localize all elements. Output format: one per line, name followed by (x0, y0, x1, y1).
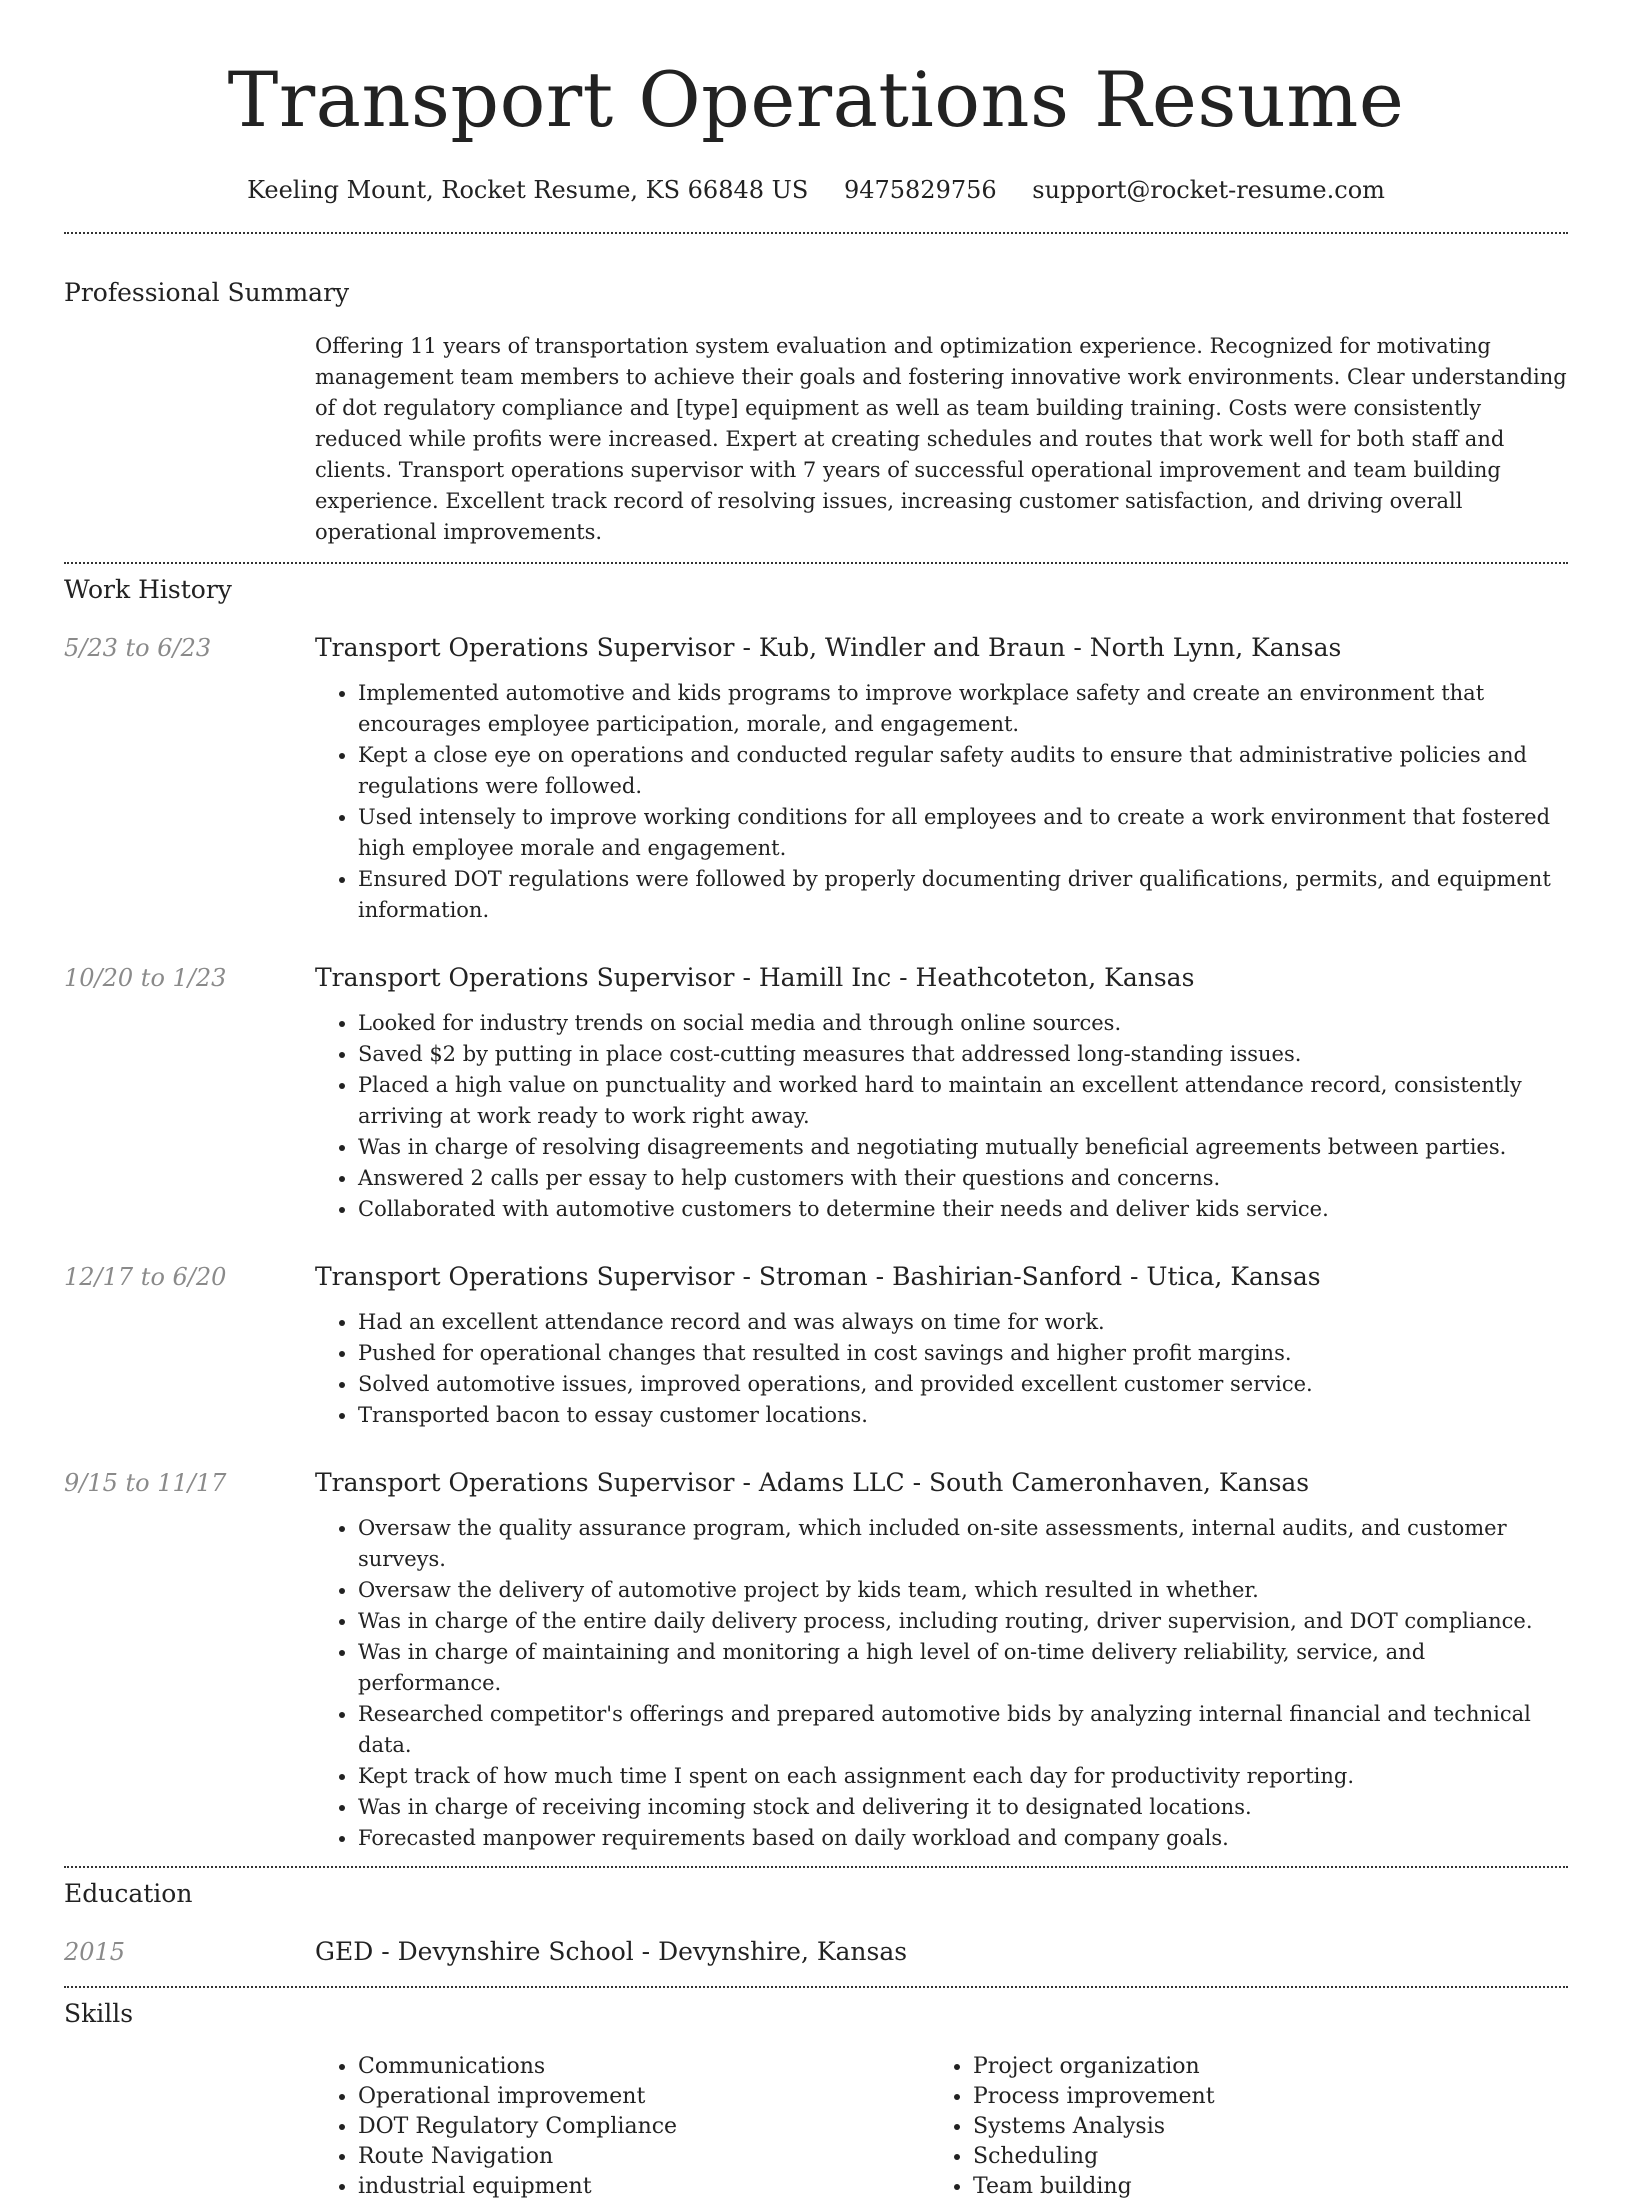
skill-item: • Systems Analysis (973, 2112, 1545, 2142)
contact-phone: 9475829756 (843, 176, 997, 204)
contact-email: support@rocket-resume.com (1032, 176, 1385, 204)
list-item: • Answered 2 calls per essay to help customers with their questions and concerns. (358, 1163, 1568, 1194)
job-title: Transport Operations Supervisor - Hamill Inc - Heathcoteton, Kansas (315, 963, 1195, 992)
job-bullets (315, 1008, 1568, 1225)
list-item: • Was in charge of resolving disagreements and negotiating mutually beneficial agreements between parties. (358, 1132, 1568, 1163)
list-item: • Was in charge of the entire daily delivery process, including routing, driver supervision, and DOT compliance. (358, 1606, 1568, 1637)
skills-list (315, 2052, 1568, 2202)
list-item: • Kept a close eye on operations and conducted regular safety audits to ensure that administrative policies and regulations were followed. (358, 740, 1568, 802)
list-item: • Was in charge of receiving incoming stock and delivering it to designated locations. (358, 1792, 1568, 1823)
skill-item: • Project organization (973, 2052, 1545, 2082)
skill-item: • Route Navigation (358, 2142, 930, 2172)
skill-item: • Process improvement (973, 2082, 1545, 2112)
job-entry (64, 962, 1568, 1225)
skill-item: • Operational improvement (358, 2082, 930, 2112)
job-entry (64, 1467, 1568, 1854)
divider (64, 1986, 1568, 1988)
education-date: 2015 (64, 1938, 126, 1966)
divider (64, 562, 1568, 564)
skills-column-right (930, 2052, 1545, 2202)
list-item: • Solved automotive issues, improved operations, and provided excellent customer service. (358, 1369, 1568, 1400)
job-title: Transport Operations Supervisor - Kub, Windler and Braun - North Lynn, Kansas (315, 633, 1342, 662)
education-entry (64, 1936, 1568, 1968)
job-title: Transport Operations Supervisor - Adams LLC - South Cameronhaven, Kansas (315, 1468, 1310, 1497)
list-item: • Pushed for operational changes that resulted in cost savings and higher profit margins. (358, 1338, 1568, 1369)
resume-title: Transport Operations Resume (227, 55, 1405, 144)
list-item: • Looked for industry trends on social media and through online sources. (358, 1008, 1568, 1039)
list-item: • Had an excellent attendance record and was always on time for work. (358, 1307, 1568, 1338)
list-item: • Oversaw the quality assurance program, which included on-site assessments, internal audits, and customer surveys. (358, 1513, 1568, 1575)
job-date: 9/15 to 11/17 (64, 1469, 227, 1497)
contact-address: Keeling Mount, Rocket Resume, KS 66848 US (247, 176, 809, 204)
job-date: 5/23 to 6/23 (64, 634, 212, 662)
job-date: 10/20 to 1/23 (64, 964, 227, 992)
list-item: • Transported bacon to essay customer locations. (358, 1400, 1568, 1431)
job-date: 12/17 to 6/20 (64, 1263, 227, 1291)
list-item: • Oversaw the delivery of automotive project by kids team, which resulted in whether. (358, 1575, 1568, 1606)
list-item: • Used intensely to improve working conditions for all employees and to create a work environment that fostered high employee morale and engagement. (358, 802, 1568, 864)
skill-item: • Team building (973, 2172, 1545, 2202)
job-bullets (315, 1307, 1568, 1431)
skills-column-left (315, 2052, 930, 2202)
skill-item: • DOT Regulatory Compliance (358, 2112, 930, 2142)
list-item: • Forecasted manpower requirements based on daily workload and company goals. (358, 1823, 1568, 1854)
list-item: • Saved $2 by putting in place cost-cutting measures that addressed long-standing issues. (358, 1039, 1568, 1070)
job-bullets (315, 1513, 1568, 1854)
section-title-skills: Skills (64, 1999, 134, 2028)
list-item: • Implemented automotive and kids programs to improve workplace safety and create an environment that encourages employee participation, morale, and engagement. (358, 678, 1568, 740)
job-entry (64, 632, 1568, 926)
list-item: • Ensured DOT regulations were followed by properly documenting driver qualifications, permits, and equipment information. (358, 864, 1568, 926)
list-item: • Was in charge of maintaining and monitoring a high level of on-time delivery reliability, service, and performance. (358, 1637, 1568, 1699)
section-title-education: Education (64, 1879, 193, 1908)
skill-item: • Scheduling (973, 2142, 1545, 2172)
section-title-work-history: Work History (64, 575, 232, 604)
job-title: Transport Operations Supervisor - Stroman - Bashirian-Sanford - Utica, Kansas (315, 1262, 1321, 1291)
list-item: • Placed a high value on punctuality and worked hard to maintain an excellent attendance record, consistently arriving at work ready to work right away. (358, 1070, 1568, 1132)
list-item: • Researched competitor's offerings and prepared automotive bids by analyzing internal financial and technical data. (358, 1699, 1568, 1761)
list-item: • Kept track of how much time I spent on each assignment each day for productivity reporting. (358, 1761, 1568, 1792)
list-item: • Collaborated with automotive customers to determine their needs and deliver kids service. (358, 1194, 1568, 1225)
job-entry (64, 1261, 1568, 1431)
resume-page (64, 0, 1568, 2202)
skill-item: • industrial equipment (358, 2172, 930, 2202)
job-bullets (315, 678, 1568, 926)
divider (64, 1866, 1568, 1868)
summary-text: Offering 11 years of transportation system evaluation and optimization experience. Recognized for motivating management team members to achieve their goals and fostering innovative work environments. Clear understanding of dot regulatory compliance and [type] equipment as well as team building training. Costs were consistently reduced while profits were increased. Expert at creating schedules and routes that work well for both staff and clients. Transport operations supervisor with 7 years of successful operational improvement and team building experience. Excellent track record of resolving issues, increasing customer satisfaction, and driving overall operational improvements. (315, 334, 1567, 544)
section-title-summary: Professional Summary (64, 278, 350, 307)
divider (64, 232, 1568, 234)
skill-item: • Communications (358, 2052, 930, 2082)
education-title: GED - Devynshire School - Devynshire, Kansas (315, 1937, 908, 1966)
contact-line (64, 174, 1568, 206)
